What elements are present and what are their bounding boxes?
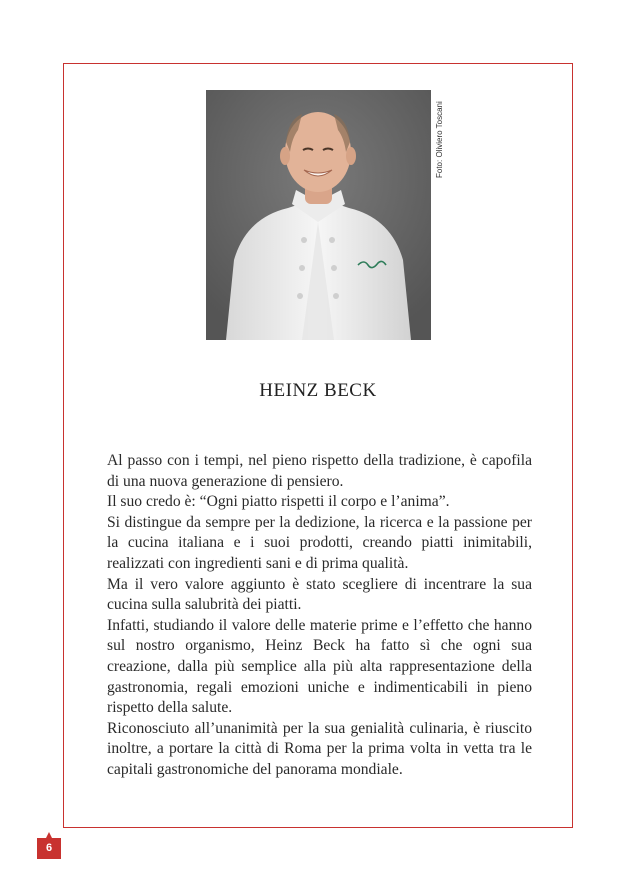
photo-credit	[432, 90, 446, 200]
page-number-badge: 6	[37, 838, 61, 859]
paragraph: Si distingue da sempre per la dedizione, la ricerca e la passione per la cucina italiana e i suoi prodotti, creando piatti inimitabili, realizzati con ingredienti sani e di prima qualità.	[107, 513, 532, 572]
paragraph: Ma il vero valore aggiunto è stato scegliere di incentrare la sua cucina sulla salubrità dei piatti.	[107, 575, 532, 614]
paragraph: Infatti, studiando il valore delle materie prime e l’effetto che hanno sul nostro organismo, Heinz Beck ha fatto sì che ogni sua creazione, dalla più semplice alla più alta rappresentazione della gastronomia, regali emozioni uniche e indimenticabili in pieno rispetto della salute.	[107, 616, 532, 717]
chef-portrait-illustration	[206, 90, 431, 340]
paragraph: Riconosciuto all’unanimità per la sua genialità culinaria, è riuscito inoltre, a portare la città di Roma per la prima volta in vetta tra le capitali gastronomiche del panorama mondiale.	[107, 719, 532, 778]
page-title: HEINZ BECK	[259, 380, 377, 401]
chef-portrait-photo	[206, 90, 431, 340]
biography-text	[107, 451, 532, 781]
photo-credit-text: Foto: Oliviero Toscani	[435, 101, 444, 178]
paragraph: Al passo con i tempi, nel pieno rispetto della tradizione, è capofila di una nuova generazione di pensiero.	[107, 452, 532, 490]
paragraph: Il suo credo è: “Ogni piatto rispetti il corpo e l’anima”.	[107, 493, 450, 511]
